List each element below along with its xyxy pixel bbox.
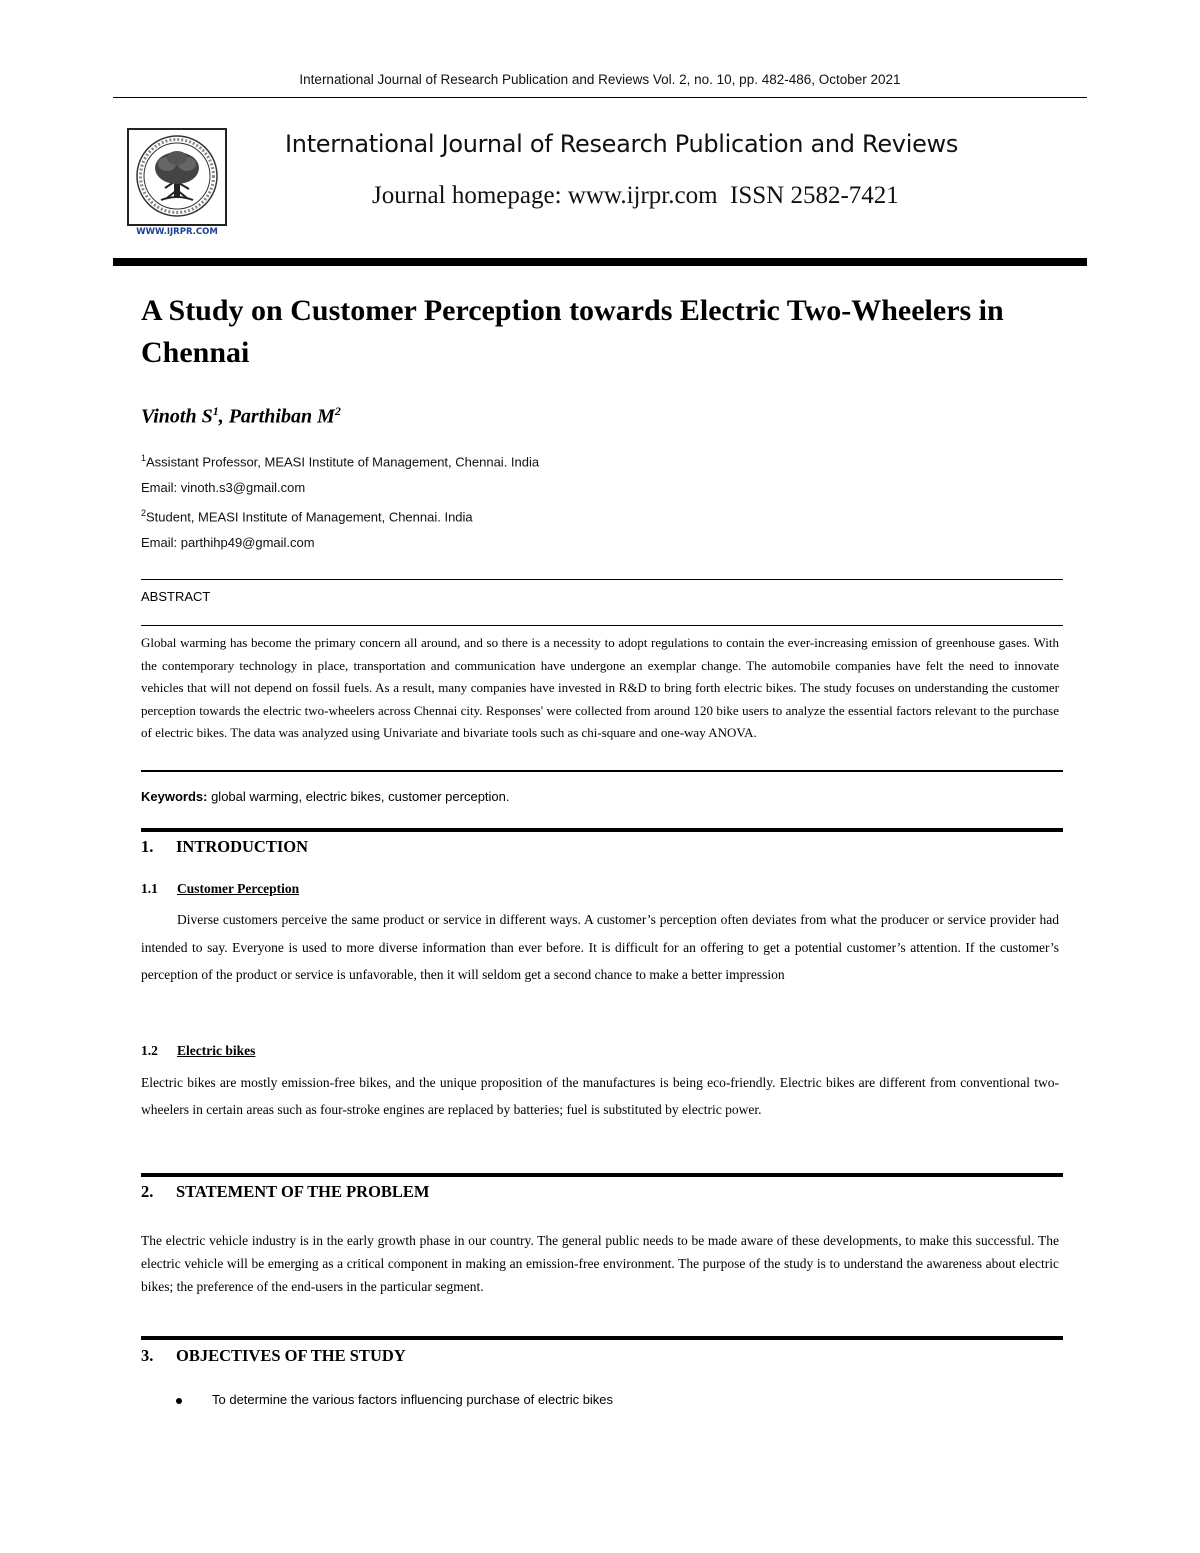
section-title: OBJECTIVES OF THE STUDY (176, 1346, 406, 1365)
affiliation-text: Assistant Professor, MEASI Institute of Management, Chennai. India (146, 454, 540, 470)
subsection-heading-customer-perception (141, 881, 299, 897)
section-heading-objectives (141, 1346, 406, 1366)
email-text: Email: vinoth.s3@gmail.com (141, 480, 306, 495)
journal-homepage: Journal homepage: www.ijrpr.com ISSN 2582-7421 (372, 182, 899, 209)
section-number: 3. (141, 1346, 154, 1365)
author-list: Vinoth $S^1$, Parthiban $M^2$ (141, 404, 341, 428)
abstract-label: ABSTRACT (141, 589, 211, 604)
keywords (141, 789, 510, 804)
running-header: International Journal of Research Publication and Reviews Vol. 2, no. 10, pp. 482-486, October 2021 (299, 72, 901, 87)
subsection-number: 1.1 (141, 881, 158, 896)
paragraph-statement: The electric vehicle industry is in the early growth phase in our country. The general public needs to be made aware of these developments, to make this successful. The electric vehicle will be emerging as a critical component in making an emission-free environment. The purpose of the study is to understand the awareness about electric bikes; the preference of the end-users in the particular segment. (141, 1233, 1059, 1294)
affiliation-sup: 1 (141, 453, 147, 463)
affiliation-email (141, 535, 315, 550)
subsection-title: Electric bikes (177, 1043, 256, 1058)
journal-logo-icon (127, 128, 227, 236)
masthead-rule (113, 258, 1087, 266)
subsection-title: Customer Perception (177, 881, 300, 896)
objectives-list (176, 1392, 613, 1407)
section-heading-statement (141, 1182, 430, 1202)
subsection-heading-electric-bikes (141, 1043, 255, 1059)
section-rule (141, 1173, 1063, 1177)
subsection-number: 1.2 (141, 1043, 158, 1058)
author-sup: 2 (334, 404, 341, 418)
section-number: 2. (141, 1182, 154, 1201)
paper-title: A Study on Customer Perception towards Electric Two-Wheelers in Chennai (141, 294, 1004, 369)
section-title: STATEMENT OF THE PROBLEM (176, 1182, 430, 1201)
journal-logo (127, 128, 227, 236)
affiliation (141, 453, 539, 469)
affiliation-text: Student, MEASI Institute of Management, Chennai. India (146, 509, 473, 525)
keywords-text: global warming, electric bikes, customer perception. (207, 789, 510, 804)
affiliation (141, 508, 473, 524)
header-rule (113, 97, 1087, 98)
abstract-rule-mid (141, 625, 1063, 626)
bullet-icon (176, 1398, 182, 1404)
logo-text: WWW.IJRPR.COM (136, 227, 218, 236)
section-rule (141, 828, 1063, 832)
section-number: 1. (141, 837, 154, 856)
list-item-text: To determine the various factors influencing purchase of electric bikes (212, 1392, 614, 1407)
abstract-text: Global warming has become the primary concern all around, and so there is a necessity to adopt regulations to contain the ever-increasing emission of greenhouse gases. With the contemporary technology in place, transportation and communication have undergone an exemplar change. The automobile companies have felt the need to innovate vehicles that will not depend on fossil fuels. As a result, many companies have invested in R&D to bring forth electric bikes. The study focuses on understanding the customer perception towards the electric two-wheelers across Chennai city. Responses' were collected from around 120 bike users to analyze the essential factors relevant to the purchase of electric bikes. The data was analyzed using Univariate and bivariate tools such as chi-square and one-way ANOVA. (141, 635, 1059, 741)
abstract-rule-top (141, 579, 1063, 580)
author-name: Vinoth S (141, 405, 213, 428)
author-name: Parthiban M (228, 405, 335, 428)
section-rule (141, 1336, 1063, 1340)
affiliation-sup: 2 (141, 508, 147, 518)
section-heading-introduction (141, 837, 308, 857)
author-sup: 1 (212, 404, 219, 418)
keywords-label: Keywords: (141, 789, 208, 804)
abstract-rule-bottom (141, 770, 1063, 772)
affiliation-email (141, 480, 305, 495)
email-text: Email: parthihp49@gmail.com (141, 535, 315, 550)
journal-title: International Journal of Research Publication and Reviews (285, 130, 959, 158)
section-title: INTRODUCTION (176, 837, 309, 856)
paragraph-electric-bikes: Electric bikes are mostly emission-free bikes, and the unique proposition of the manufactures is being eco-friendly. Electric bikes are different from conventional two-wheelers in certain areas such as four-stroke engines are replaced by batteries; fuel is substituted by electric power. (141, 1075, 1059, 1117)
paragraph-customer-perception: Diverse customers perceive the same product or service in different ways. A customer’s perception often deviates from what the producer or service provider had intended to say. Everyone is used to more diverse information than ever before. It is difficult for an offering to get a potential customer’s attention. If the customer’s perception of the product or service is unfavorable, then it will seldom get a second chance to make a better impression (141, 912, 1059, 982)
list-item (176, 1392, 613, 1407)
